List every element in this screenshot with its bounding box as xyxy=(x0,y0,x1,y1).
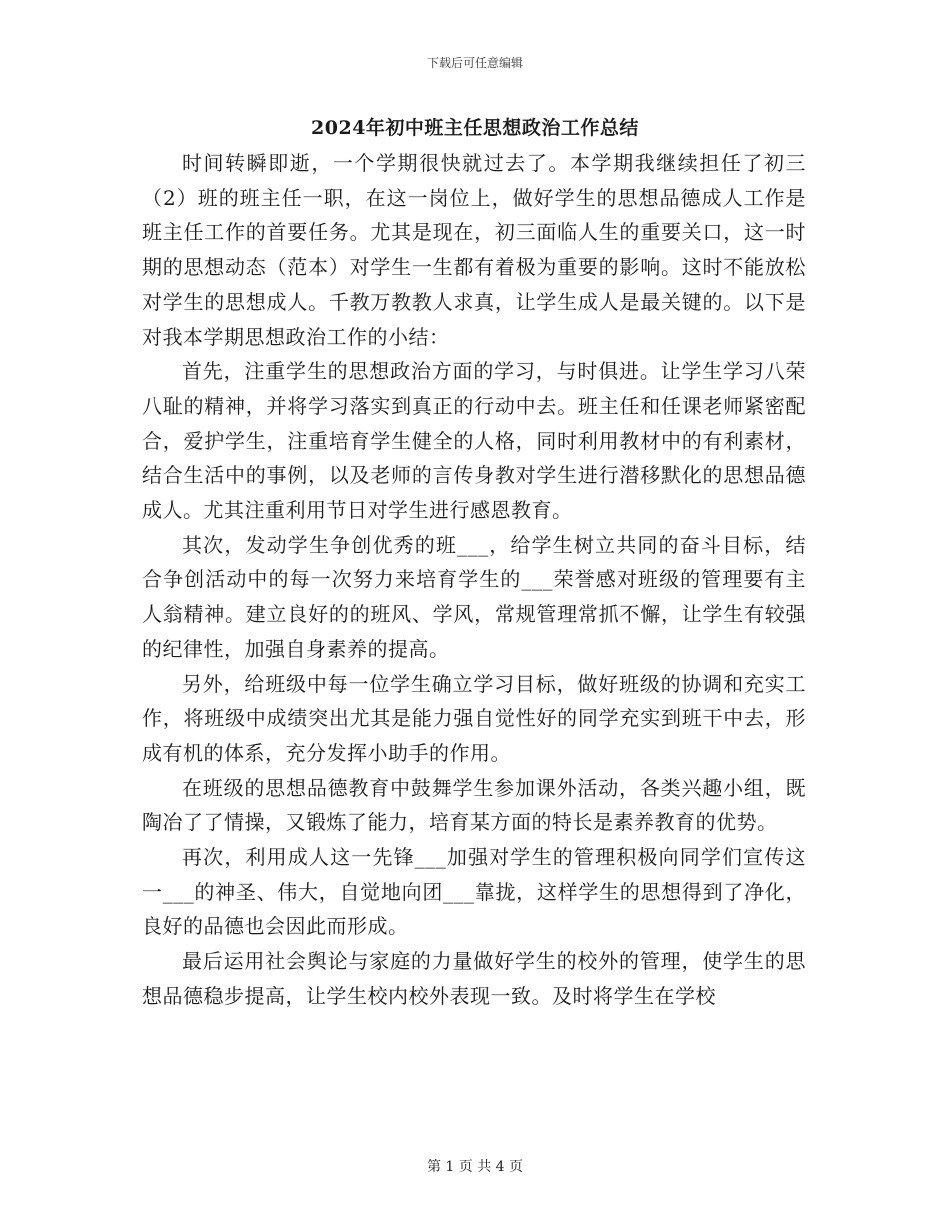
paragraph-first: 首先，注重学生的思想政治方面的学习，与时俱进。让学生学习八荣八耻的精神，并将学习落实到真正的行动中去。班主任和任课老师紧密配合，爱护学生，注重培育学生健全的人格，同时利用教材中的有利素材，结合生活中的事例，以及老师的言传身教对学生进行潜移默化的思想品德成人。尤其注重利用节日对学生进行感恩教育。 xyxy=(142,359,806,523)
page-number: 第 1 页 共 4 页 xyxy=(426,1159,524,1175)
paragraph-third: 再次，利用成人这一先锋___加强对学生的管理积极向同学们宣传这一___的神圣、伟大，自觉地向团___靠拢，这样学生的思想得到了净化，良好的品德也会因此而形成。 xyxy=(142,845,806,939)
document-body xyxy=(142,146,806,1014)
paragraph-second: 其次，发动学生争创优秀的班___，给学生树立共同的奋斗目标，结合争创活动中的每一次努力来培育学生的___荣誉感对班级的管理要有主人翁精神。建立良好的的班风、学风，常规管理常抓不懈，让学生有较强的纪律性，加强自身素养的提高。 xyxy=(142,532,806,661)
paragraph-finally: 最后运用社会舆论与家庭的力量做好学生的校外的管理，使学生的思想品德稳步提高，让学生校内校外表现一致。及时将学生在学校 xyxy=(142,949,806,1008)
paragraph-additionally: 另外，给班级中每一位学生确立学习目标，做好班级的协调和充实工作，将班级中成绩突出尤其是能力强自觉性好的同学充实到班干中去，形成有机的体系，充分发挥小助手的作用。 xyxy=(142,671,806,765)
header-note: 下载后可任意编辑 xyxy=(426,56,523,70)
paragraph-activities: 在班级的思想品德教育中鼓舞学生参加课外活动，各类兴趣小组，既陶冶了了情操，又锻炼了能力，培育某方面的特长是素养教育的优势。 xyxy=(142,775,806,835)
paragraph-intro: 时间转瞬即逝，一个学期很快就过去了。本学期我继续担任了初三（2）班的班主任一职，在这一岗位上，做好学生的思想品德成人工作是班主任工作的首要任务。尤其是现在，初三面临人生的重要关口，这一时期的思想动态（范本）对学生一生都有着极为重要的影响。这时不能放松对学生的思想成人。千教万教教人求真，让学生成人是最关键的。以下是对我本学期思想政治工作的小结： xyxy=(142,151,806,349)
document-title: 2024年初中班主任思想政治工作总结 xyxy=(311,117,639,139)
